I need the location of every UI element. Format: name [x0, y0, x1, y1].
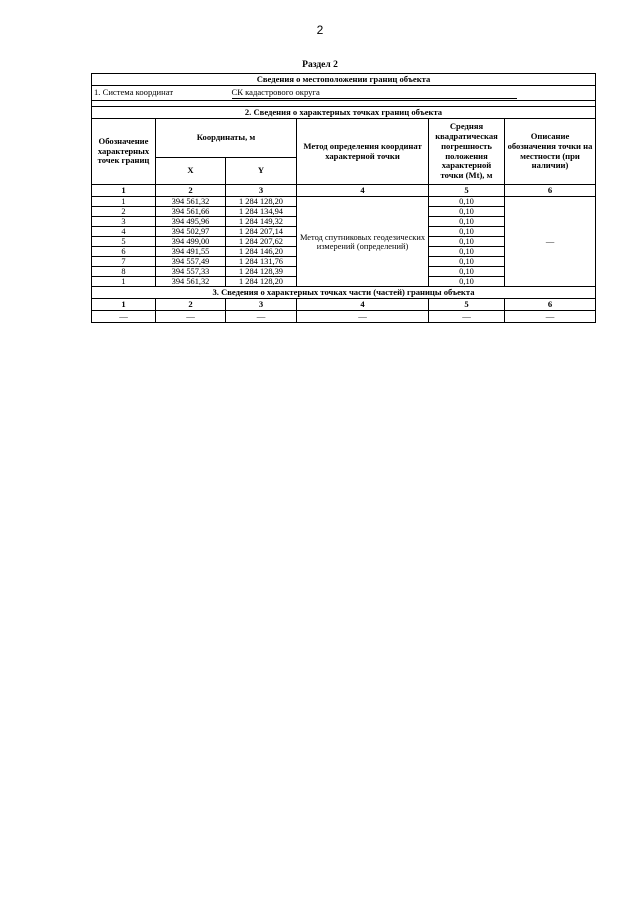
point-id: 7 — [92, 257, 156, 267]
point-mt: 0,10 — [429, 227, 505, 237]
point-mt: 0,10 — [429, 197, 505, 207]
header-coordinates: Координаты, м — [156, 119, 297, 158]
point-mt: 0,10 — [429, 237, 505, 247]
point-id: 3 — [92, 217, 156, 227]
point-y: 1 284 134,94 — [226, 207, 297, 217]
method-cell: Метод спутниковых геодезических измерений (определений) — [297, 197, 429, 287]
point-mt: 0,10 — [429, 257, 505, 267]
page-number: 2 — [316, 23, 324, 37]
parts-section-title: 3. Сведения о характерных точках части (частей) границы объекта — [92, 287, 596, 299]
description-cell: — — [505, 197, 596, 287]
point-id: 2 — [92, 207, 156, 217]
point-id: 6 — [92, 247, 156, 257]
parts-value: — — [226, 311, 297, 323]
column-number: 6 — [505, 299, 596, 311]
header-designation: Обозначение характерных точек границ — [92, 119, 156, 185]
point-x: 394 499,00 — [156, 237, 226, 247]
point-x: 394 561,32 — [156, 197, 226, 207]
point-mt: 0,10 — [429, 217, 505, 227]
point-id: 1 — [92, 197, 156, 207]
table-title: Сведения о местоположении границ объекта — [92, 74, 596, 86]
column-number: 3 — [226, 299, 297, 311]
column-number: 1 — [92, 185, 156, 197]
table-row — [92, 311, 596, 323]
coord-system-cell — [226, 86, 596, 101]
section-title: Раздел 2 — [302, 60, 338, 70]
parts-value: — — [297, 311, 429, 323]
point-x: 394 561,66 — [156, 207, 226, 217]
point-id: 1 — [92, 277, 156, 287]
header-error: Средняя квадратическая погрешность положения характерной точки (Mt), м — [429, 119, 505, 185]
point-id: 8 — [92, 267, 156, 277]
point-id: 4 — [92, 227, 156, 237]
parts-value: — — [92, 311, 156, 323]
boundary-table — [91, 73, 596, 323]
point-y: 1 284 131,76 — [226, 257, 297, 267]
points-section-title: 2. Сведения о характерных точках границ объекта — [92, 107, 596, 119]
column-number: 2 — [156, 299, 226, 311]
header-y: Y — [226, 158, 297, 185]
point-x: 394 557,49 — [156, 257, 226, 267]
coord-system-label: 1. Система координат — [92, 86, 226, 101]
point-x: 394 495,96 — [156, 217, 226, 227]
column-number: 4 — [297, 299, 429, 311]
point-x: 394 561,32 — [156, 277, 226, 287]
point-y: 1 284 128,20 — [226, 277, 297, 287]
point-y: 1 284 207,14 — [226, 227, 297, 237]
point-y: 1 284 207,62 — [226, 237, 297, 247]
point-id: 5 — [92, 237, 156, 247]
column-number: 5 — [429, 299, 505, 311]
point-y: 1 284 128,39 — [226, 267, 297, 277]
parts-value: — — [429, 311, 505, 323]
coord-system-value: СК кадастрового округа — [232, 87, 517, 99]
column-number: 4 — [297, 185, 429, 197]
point-mt: 0,10 — [429, 267, 505, 277]
parts-value: — — [156, 311, 226, 323]
column-number: 5 — [429, 185, 505, 197]
point-x: 394 491,55 — [156, 247, 226, 257]
point-mt: 0,10 — [429, 277, 505, 287]
column-number: 3 — [226, 185, 297, 197]
point-x: 394 557,33 — [156, 267, 226, 277]
header-x: X — [156, 158, 226, 185]
point-mt: 0,10 — [429, 207, 505, 217]
point-y: 1 284 128,20 — [226, 197, 297, 207]
point-y: 1 284 146,20 — [226, 247, 297, 257]
header-description: Описание обозначения точки на местности (при наличии) — [505, 119, 596, 185]
point-x: 394 502,97 — [156, 227, 226, 237]
column-number: 1 — [92, 299, 156, 311]
column-number: 2 — [156, 185, 226, 197]
parts-value: — — [505, 311, 596, 323]
column-number: 6 — [505, 185, 596, 197]
table-row — [92, 197, 596, 207]
point-mt: 0,10 — [429, 247, 505, 257]
header-method: Метод определения координат характерной точки — [297, 119, 429, 185]
point-y: 1 284 149,32 — [226, 217, 297, 227]
